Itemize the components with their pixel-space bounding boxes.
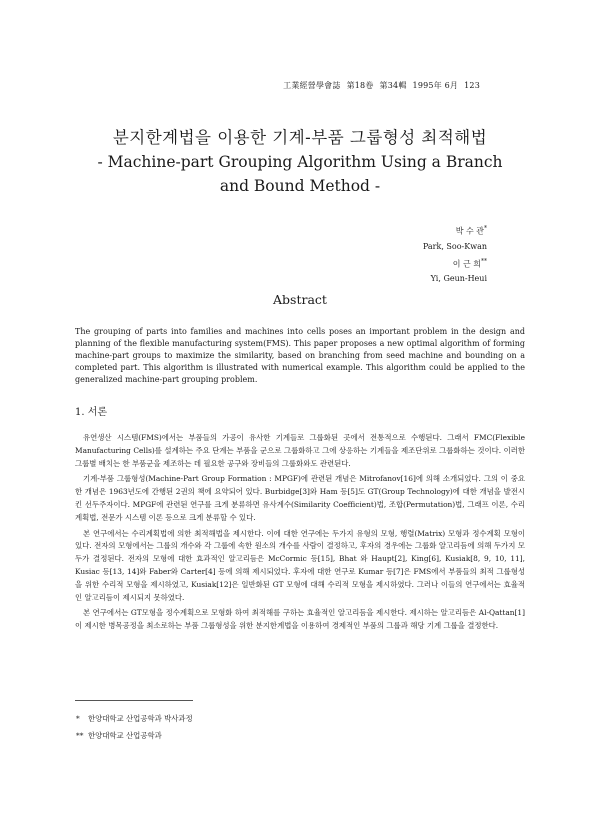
author-1-english: Park, Soo-Kwan xyxy=(422,241,487,251)
page-number: 123 xyxy=(464,81,480,90)
section-heading-introduction: 1. 서론 xyxy=(75,407,108,418)
abstract-text: The grouping of parts into families and machines into cells poses an important problem in the design and planning of the flexible manufacturing system(FMS). This paper proposes a new optimal algorithm of forming machine-part groups to maximize the similarity, based on branching from seed machine and bounding on a completed part. This algorithm is illustrated with numerical example. This algorithm could be applied to the generalized machine-part grouping problem. xyxy=(75,327,525,385)
title-english-line-2: and Bound Method - xyxy=(219,177,381,195)
author-block xyxy=(423,221,487,286)
paragraph: 기계-부품 그룹형성(Machine-Part Group Formation : MPGF)에 관련된 개념은 Mitrofanov[16]에 의해 소개되었다. 그의 이 중요한 개념은 1963년도에 간행된 2권의 책에 요약되어 있다. Burbidge[3]와 Ham 등[5]도 GT(Group Technology)에 대한 개념을 발전시킨 선두주자이다. MPGF에 관련된 연구를 크게 분류하면 유사계수(Similarity Coefficient)법, 조합(Permutation)법, 그래프 이론, 수리계획법, 전문가 시스템 이론 등으로 크게 분류할 수 있다. xyxy=(75,474,525,522)
running-header xyxy=(277,80,480,91)
introduction-body xyxy=(75,432,525,636)
abstract-heading: Abstract xyxy=(273,292,327,307)
title-english xyxy=(0,150,600,198)
footnote-1: * 한양대학교 산업공학과 박사과정 xyxy=(76,714,193,723)
journal-date: 1995年 6月 xyxy=(412,81,459,90)
author-2-english: Yi, Geun-Heui xyxy=(430,274,487,284)
title-english-line-1: - Machine-part Grouping Algorithm Using a Branch xyxy=(97,153,503,171)
footnote-2: ** 한양대학교 산업공학과 xyxy=(76,731,162,740)
paragraph: 유연생산 시스템(FMS)에서는 부품들의 가공이 유사한 기계들로 그룹화된 곳에서 전통적으로 수행된다. 그래서 FMC(Flexible Manufacturing Cells)를 설계하는 주요 단계는 부품을 군으로 그룹화하고 그에 상응하는 기계들을 제조단위로 그룹화하는 것이다. 이러한 그룹별 배치는 한 부품군을 제조하는 데 필요한 공구와 장비들의 그룹화와도 관련된다. xyxy=(75,433,525,468)
journal-name: 工業經營學會誌 xyxy=(283,81,341,90)
journal-volume: 第18卷 xyxy=(346,81,374,90)
author-1-korean: 박 수 관* xyxy=(455,225,487,236)
author-2-korean: 이 근 희** xyxy=(452,257,487,269)
paragraph: 본 연구에서는 수리계획법에 의한 최적해법을 제시한다. 이에 대한 연구에는 두가지 유형의 모형, 행렬(Matrix) 모형과 정수계획 모형이 있다. 전자의 모형에서는 그룹의 개수와 각 그룹에 속한 원소의 개수를 사람이 결정하고, 후자의 경우에는 그룹화 알고리듬에 의해 두가지 모두가 결정된다. 전자의 모형에 대한 효과적인 알고리듬은 McCormic 등[15], Bhat 와 Haupt[2], King[6], Kusiak[8, 9, 10, 11], Kusiac 등[13, 14]와 Faber와 Carter[4] 등에 의해 제시되었다. 후자에 대한 연구로 Kumar 등[7]은 FMS에서 부품들의 최적 그룹형성을 위한 수리적 모형을 제시하였고, Kusiak[12]은 일반화된 GT 모형에 대해 수리적 모형을 제시하였다. 그러나 이들의 연구에서는 효율적인 알고리듬이 제시되지 못하였다. xyxy=(75,528,525,602)
journal-issue: 第34輯 xyxy=(379,81,407,90)
footnotes xyxy=(76,710,193,744)
title-korean: 분지한계법을 이용한 기계-부품 그룹형성 최적해법 xyxy=(112,128,488,147)
paragraph: 본 연구에서는 GT모형을 정수계획으로 모형화 하여 최적해를 구하는 효율적인 알고리듬을 제시한다. 제시하는 알고리듬은 Al-Qattan[1]이 제시한 병목공정을 최소로하는 부품 그룹형성을 위한 분지한계법을 이용하여 경제적인 부품의 그룹과 해당 기계 그룹을 결정한다. xyxy=(75,608,525,631)
footnote-divider xyxy=(75,700,193,701)
